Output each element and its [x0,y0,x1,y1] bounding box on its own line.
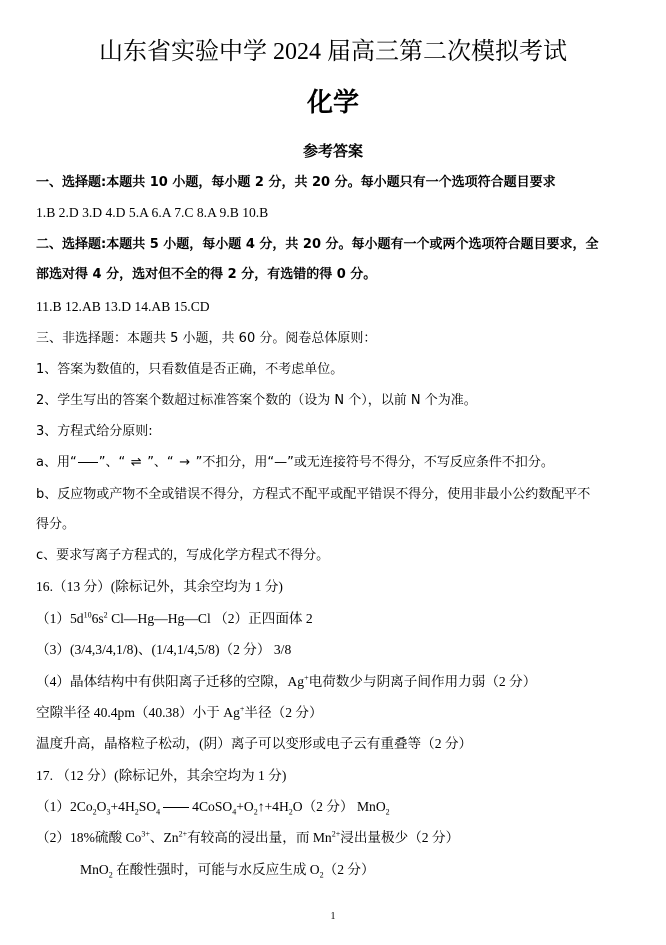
rule-2: 2、学生写出的答案个数超过标准答案个数的（设为 N 个），以前 N 个为准。 [36,393,477,408]
eq-sub: 4 [232,807,237,817]
eq-part: +4H [110,799,135,814]
eq-sub: 3 [106,807,111,817]
q16-a4-sup: + [304,673,309,683]
q17-answer-3 [80,862,375,880]
q16-answer-4 [36,675,536,689]
answers-heading: 参考答案 [302,142,363,160]
q16-a5-pre: 空隙半径 40.4pm（40.38）小于 Ag [36,705,240,720]
eq-sub: 2 [92,807,97,817]
q17-a2-sup3: 2+ [331,829,341,839]
rule-a-text-1: a、用“ [36,455,77,470]
q16-answer-6: 温度升高，晶格粒子松动，(阴）离子可以变形或电子云有重叠等（2 分） [36,736,473,751]
eq-part: O（2 分） MnO [292,799,386,814]
q16-heading: 16.（13 分）(除标记外，其余空均为 1 分) [36,579,283,594]
eq-sub: 4 [156,807,161,817]
rule-a-text-2: ”、“ [98,455,126,470]
q16-answer-1 [36,612,313,626]
section1-answers: 1.B 2.D 3.D 4.D 5.A 6.A 7.C 8.A 9.B 10.B [36,205,269,220]
q16-a4-post: 电荷数少与阴离子间作用力弱（2 分） [308,674,537,689]
equals-sign-symbol [163,807,189,808]
q16-a4-pre: （4）晶体结构中有供阳离子迁移的空隙，Ag [36,674,305,689]
eq-part: （1）2Co [36,799,93,814]
q17-a2-post: 浸出量极少（2 分） [340,830,460,845]
section2-answers: 11.B 12.AB 13.D 14.AB 15.CD [36,299,210,314]
q16-a1-sup1: 10 [83,610,92,620]
section2-heading-line2: 部选对得 4 分，选对但不全的得 2 分，有选错的得 0 分。 [36,267,377,282]
reversible-arrow-symbol: ⇌ [130,455,142,470]
q16-a5-sup: + [239,704,245,714]
rule-b-line1: b、反应物或产物不全或错误不得分，方程式不配平或配平错误不得分，使用非最小公约数配平不 [36,487,591,502]
eq-part: SO [138,799,157,814]
q17-a2-pre: （2）18%硫酸 Co [36,830,142,845]
q17-a2-mid2: 有较高的浸出量，而 Mn [187,830,332,845]
eq-part: +O [236,799,254,814]
rule-b-line2: 得分。 [36,517,76,532]
eq-part: 4CoSO [192,799,233,814]
q17-a2-sup1: 3+ [141,829,150,839]
rule-c: c、要求写离子方程式的，写成化学方程式不得分。 [36,548,330,563]
equals-arrow-symbol [77,456,99,469]
q16-answer-3: （3）(3/4,3/4,1/8)、(1/4,1/4,5/8)（2 分） 3/8 [36,642,292,657]
page-title: 山东省实验中学 2024 届高三第二次模拟考试 [99,39,567,65]
rule-a-text-3: ”、“ [147,455,174,470]
section1-heading: 一、选择题:本题共 10 小题，每小题 2 分，共 20 分。每小题只有一个选项符合题目要求 [36,175,556,190]
eq-sub: 2 [288,807,293,817]
q17-a2-mid1: 、Zn [149,830,179,845]
eq-sub: 2 [253,807,258,817]
q16-a1-mid: 6s [91,611,104,626]
page-number: 1 [330,911,336,922]
q17-a3-sub: 2 [108,870,113,880]
rule-1: 1、答案为数值的，只看数值是否正确，不考虑单位。 [36,362,344,377]
q17-answer-2 [36,831,459,845]
section2-heading-line1: 二、选择题:本题共 5 小题，每小题 4 分，共 20 分。每小题有一个或两个选项符合题目要求，全 [36,237,599,252]
q16-a1-pre: （1）5d [36,611,84,626]
q16-answer-5 [36,706,323,720]
q17-a3-sub2: 2 [319,870,324,880]
q17-a3-pre: MnO [80,862,109,877]
rule-a-text-4: ”不扣分，用“—”或无连接符号不得分，不写反应条件不扣分。 [195,455,554,470]
section3-heading: 三、非选择题：本题共 5 小题，共 60 分。阅卷总体原则： [36,331,377,346]
q17-heading: 17. （12 分）(除标记外，其余空均为 1 分) [36,768,287,783]
q17-answer-1 [36,799,390,817]
q16-a1-sup2: 2 [103,610,108,620]
eq-sub: 2 [134,807,139,817]
eq-part: O [96,799,107,814]
subject-title: 化学 [306,88,359,118]
single-arrow-symbol: → [179,455,191,470]
q17-a2-sup2: 2+ [178,829,188,839]
eq-part: ↑+4H [257,799,289,814]
q17-a3-post: （2 分） [323,862,375,877]
q17-a3-mid: 在酸性强时，可能与水反应生成 O [112,862,320,877]
q16-a1-post: Cl—Hg—Hg—Cl （2）正四面体 2 [107,611,313,626]
eq-sub: 2 [385,807,390,817]
rule-a [36,456,554,469]
rule-3: 3、方程式给分原则: [36,424,153,439]
q16-a5-post: 半径（2 分） [244,705,323,720]
